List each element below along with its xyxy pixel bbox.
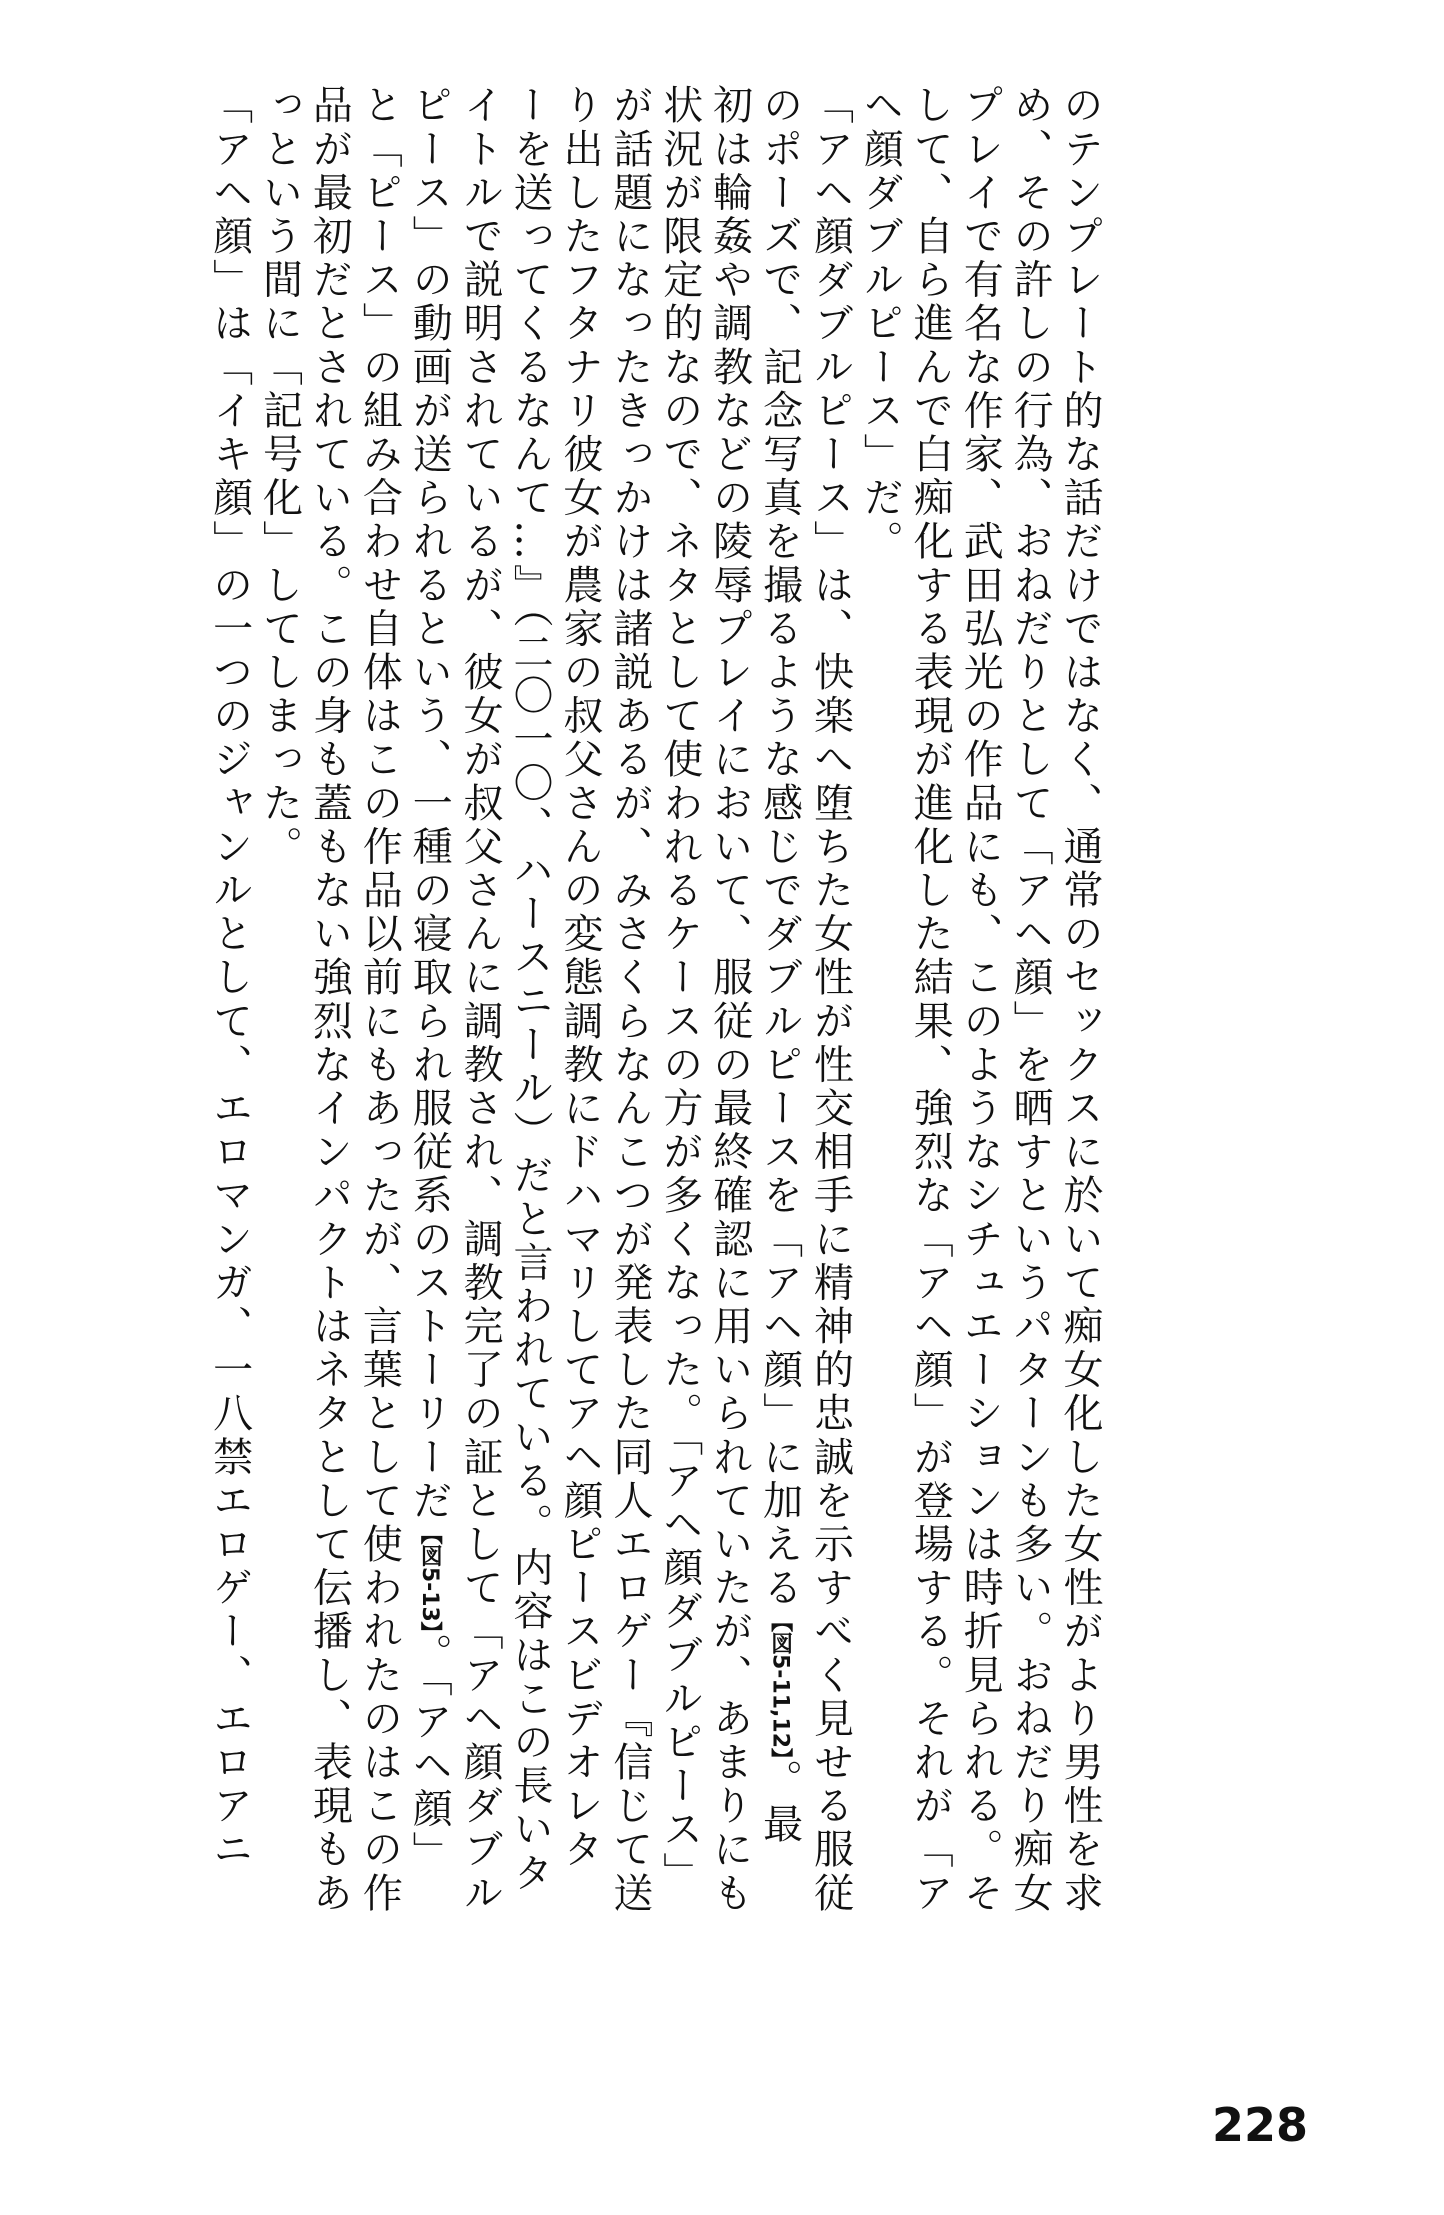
text-segment: 「アヘ顔ダブルピース」は、快楽へ堕ちた女性が性交相手に精神的忠誠を示すべく見せる服従 (807, 84, 854, 1916)
text-line (1004, 84, 1054, 1964)
text-segment: 初は輪姦や調教などの陵辱プレイにおいて、服従の最終確認に用いられていたが、あまりにも (706, 84, 753, 1916)
figure-reference: 【図5-13】 (417, 1522, 443, 1633)
text-line (854, 84, 904, 1964)
text-segment: のテンプレート的な話だけではなく、通常のセックスに於いて痴女化した女性がより男性を求 (1057, 84, 1103, 1916)
text-segment: 状況が限定的なので、ネタとして使われるケースの方が多くなった。「アヘ顔ダブルピース」 (656, 84, 703, 1896)
text-line (654, 84, 704, 1964)
text-line (704, 84, 754, 1964)
text-segment: して、自ら進んで白痴化する表現が進化した結果、強烈な「アヘ顔」が登場する。それが「ア (907, 84, 954, 1916)
text-line (304, 84, 354, 1964)
text-segment: ヘ顔ダブルピース」だ。 (857, 84, 904, 564)
text-segment: っという間に「記号化」してしまった。 (256, 84, 303, 869)
text-line (504, 84, 554, 1964)
text-line (554, 84, 604, 1964)
text-segment: め、その許しの行為、おねだりとして「アヘ顔」を晒すというパターンも多い。おねだり痴女 (1007, 84, 1054, 1916)
text-line (353, 84, 403, 1964)
text-segment: 「アヘ顔」は「イキ顔」の一つのジャンルとして、エロマンガ、一八禁エロゲー、エロアニ (206, 84, 253, 1872)
text-segment: 。「アヘ顔」 (406, 1632, 453, 1875)
text-segment: が話題になったきっかけは諸説あるが、みさくらなんこつが発表した同人エロゲー『信じて送 (606, 84, 653, 1916)
text-segment: り出したフタナリ彼女が農家の叔父さんの変態調教にドハマリしてアヘ顔ピースビデオレタ (556, 84, 603, 1872)
text-segment: 。最 (756, 1759, 803, 1847)
text-segment: 品が最初だとされている。この身も蓋もない強烈なインパクトはネタとして伝播し、表現もあ (306, 84, 353, 1916)
figure-reference: 【図5-11,12】 (767, 1610, 793, 1760)
text-segment: ピース」の動画が送られるという、一種の寝取られ服従系のストーリーだ (406, 84, 453, 1523)
text-line (403, 84, 454, 1964)
text-segment: ーを送ってくるなんて…』（二〇一〇、ハースニール）だと言われている。内容はこの長いタ (507, 84, 554, 1896)
text-line (204, 84, 254, 1964)
text-line (254, 84, 304, 1964)
text-line (1054, 84, 1104, 1964)
text-segment: イトルで説明されているが、彼女が叔父さんに調教され、調教完了の証として「アヘ顔ダブル (457, 84, 504, 1916)
text-line (805, 84, 855, 1964)
text-line (754, 84, 805, 1964)
text-segment: のポーズで、記念写真を撮るような感じでダブルピースを「アヘ顔」に加える (756, 84, 803, 1610)
text-segment: プレイで有名な作家、武田弘光の作品にも、このようなシチュエーションは時折見られる。そ (957, 84, 1004, 1916)
text-line (954, 84, 1004, 1964)
text-line (454, 84, 504, 1964)
body-text (204, 84, 1104, 1964)
page-number: 228 (1212, 2098, 1309, 2152)
text-line (604, 84, 654, 1964)
text-segment: と「ピース」の組み合わせ自体はこの作品以前にもあったが、言葉として使われたのはこの作 (356, 84, 403, 1916)
text-line (904, 84, 954, 1964)
